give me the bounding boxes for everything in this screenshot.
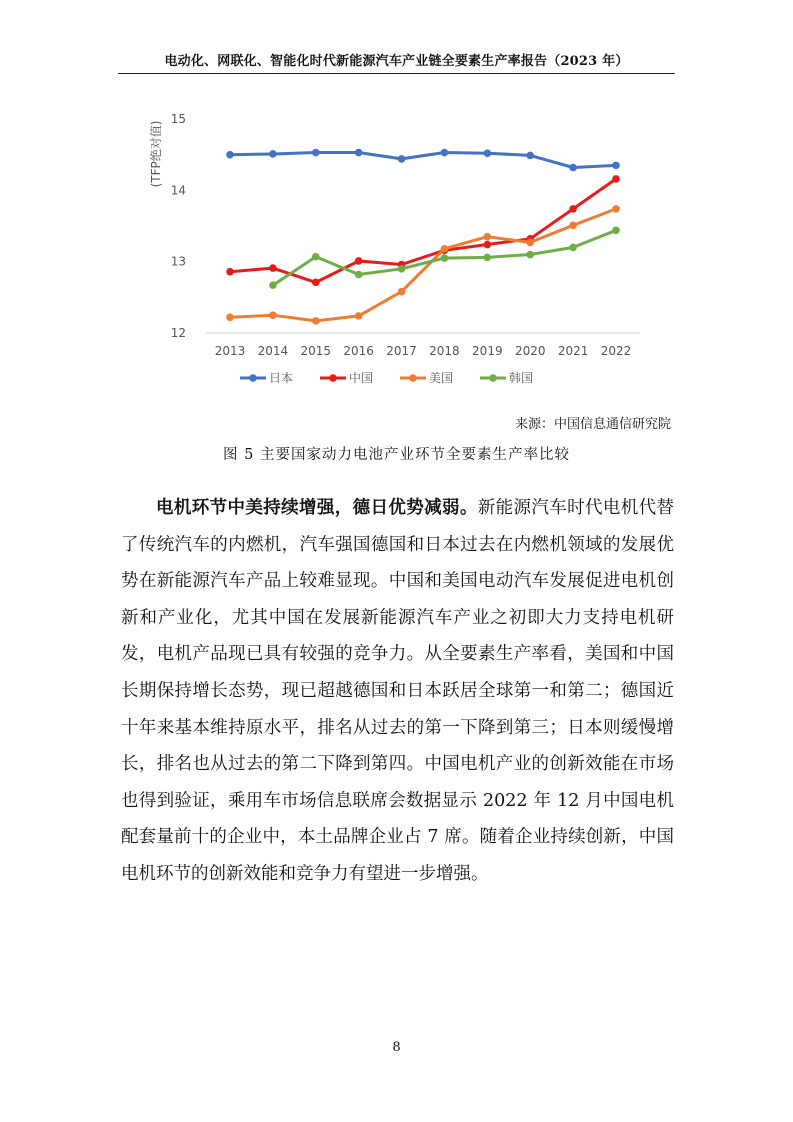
data-point <box>441 149 449 157</box>
legend-swatch-marker <box>489 374 497 382</box>
x-tick-label: 2015 <box>300 344 332 358</box>
legend-label: 韩国 <box>509 371 534 385</box>
x-tick-label: 2022 <box>600 344 632 358</box>
data-point <box>398 288 406 296</box>
data-point <box>612 205 620 213</box>
data-point <box>441 245 449 253</box>
figure-caption: 图 5 主要国家动力电池产业环节全要素生产率比较 <box>223 447 570 463</box>
data-point <box>312 149 320 157</box>
data-point <box>526 152 534 160</box>
data-point <box>484 241 492 249</box>
legend-label: 日本 <box>269 371 294 385</box>
x-tick-label: 2013 <box>214 344 246 358</box>
data-point <box>569 244 577 252</box>
data-point <box>312 279 320 287</box>
legend-swatch-marker <box>249 374 257 382</box>
data-point <box>226 151 234 159</box>
legend-label: 美国 <box>429 371 454 385</box>
tfp-line-chart <box>140 100 660 400</box>
data-point <box>312 317 320 325</box>
x-tick-label: 2019 <box>472 344 503 358</box>
data-point <box>569 164 577 172</box>
data-point <box>269 150 277 158</box>
data-point <box>484 254 492 262</box>
x-tick-label: 2020 <box>514 344 546 358</box>
x-tick-label: 2018 <box>429 344 460 358</box>
x-tick-label: 2014 <box>257 344 289 358</box>
y-tick-label: 14 <box>170 183 186 198</box>
data-point <box>312 253 320 261</box>
running-header: 电动化、网联化、智能化时代新能源汽车产业链全要素生产率报告（2023 年） <box>164 54 629 69</box>
data-point <box>569 205 577 213</box>
data-point <box>612 226 620 234</box>
figure-source: 来源：中国信息通信研究院 <box>514 417 671 432</box>
data-point <box>398 155 406 163</box>
data-point <box>269 311 277 319</box>
data-point <box>484 149 492 157</box>
data-point <box>226 268 234 276</box>
paragraph-text: 新能源汽车时代电机代替了传统汽车的内燃机，汽车强国德国和日本过去在内燃机领域的发展优势在新能源汽车产品上较难显现。中国和美国电动汽车发展促进电机创新和产业化，尤其中国在发展新能源汽车产业之初即大力支持电机研发，电机产品现已具有较强的竞争力。从全要素生产率看，美国和中国长期保持增长态势，现已超越德国和日本跃居全球第一和第二；德国近十年来基本维持原水平，排名从过去的第一下降到第三；日本则缓慢增长，排名也从过去的第二下降到第四。中国电机产业的创新效能在市场也得到验证，乘用车市场信息联席会数据显示 2022 年 12 月中国电机配套量前十的企业中，本土品牌企业占 7 席。随着企业持续创新，中国电机环节的创新效能和竞争力有望进一步增强。 <box>121 498 674 884</box>
paragraph-lead: 电机环节中美持续增强，德日优势减弱。 <box>156 498 478 518</box>
data-point <box>484 233 492 241</box>
legend-label: 中国 <box>349 371 374 385</box>
y-axis-label: (TFP绝对值) <box>149 120 163 188</box>
data-point <box>526 251 534 259</box>
y-tick-label: 12 <box>170 326 186 340</box>
data-point <box>526 239 534 247</box>
data-point <box>269 264 277 272</box>
data-point <box>355 257 363 265</box>
series-line <box>230 153 616 168</box>
data-point <box>269 281 277 289</box>
data-point <box>569 221 577 229</box>
data-point <box>398 265 406 273</box>
data-point <box>612 175 620 183</box>
body-paragraph <box>121 490 674 893</box>
data-point <box>441 254 449 262</box>
x-tick-label: 2017 <box>386 344 417 358</box>
legend-swatch-marker <box>409 374 417 382</box>
x-tick-label: 2021 <box>557 344 589 358</box>
x-tick-label: 2016 <box>343 344 374 358</box>
y-tick-label: 13 <box>170 254 186 269</box>
data-point <box>355 312 363 320</box>
data-point <box>355 271 363 279</box>
header-divider <box>118 73 675 74</box>
data-point <box>612 162 620 170</box>
data-point <box>355 149 363 157</box>
y-tick-label: 15 <box>170 112 186 126</box>
legend-swatch-marker <box>329 374 337 382</box>
page-number: 8 <box>392 1040 401 1055</box>
data-point <box>226 314 234 322</box>
